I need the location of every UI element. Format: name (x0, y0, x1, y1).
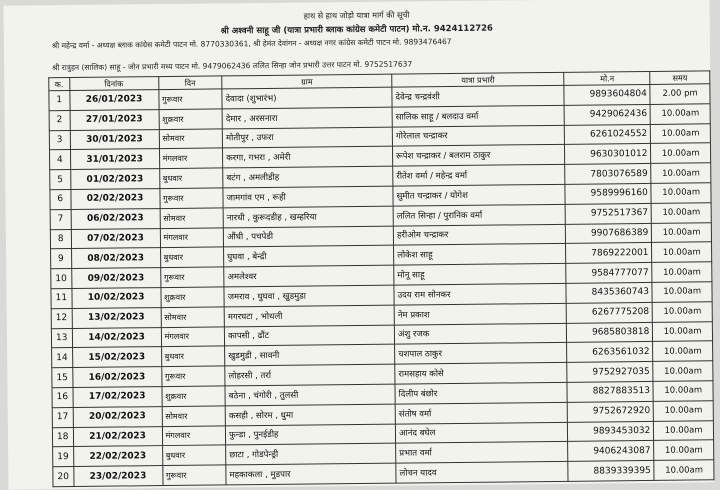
cell-incharge: सालिक साहू / बलदाउ वर्मा (392, 105, 565, 127)
block-president-line: श्री महेन्द्र वर्मा - अध्यक्ष ब्लाक कांग्रेस कमेटी पाटन मो. 8770330361, श्री हेमंत देवांगन - अध्यक्ष नगर कांग्रेस कमेटी पाटन मो. 9893476467 (51, 37, 452, 51)
cell-mobile: 9429062436 (565, 104, 651, 125)
cell-villages: मोतीपुर , उफरा (222, 127, 392, 149)
cell-date: 27/01/2023 (70, 109, 159, 130)
cell-time: 10.00am (653, 321, 713, 341)
cell-mobile: 8827883513 (567, 381, 653, 402)
cell-villages: महकाकला , मुडपार (226, 463, 396, 485)
cell-villages: देवादा (शुभारंभ) (222, 87, 392, 109)
cell-time: 2.00 pm (650, 84, 710, 104)
cell-villages: बटंग , अमलीडीह (223, 166, 393, 188)
cell-date: 08/02/2023 (71, 248, 160, 269)
cell-day: शुक्रवार (159, 109, 223, 129)
cell-date: 22/02/2023 (73, 446, 162, 467)
cell-date: 17/02/2023 (73, 387, 162, 408)
cell-time: 10.00am (653, 341, 713, 361)
document-subtitle: श्री अश्वनी साहू जी (यात्रा प्रभारी ब्लाक कांग्रेस कमेटी पाटन) मो.न. 9424112726 (220, 23, 494, 37)
cell-mobile: 9893453032 (568, 421, 654, 442)
col-serial: क. (49, 78, 70, 91)
cell-day: बुधवार (162, 445, 226, 465)
cell-incharge: रामसहाय कोसे (395, 362, 568, 384)
cell-serial: 7 (50, 209, 71, 229)
cell-day: मंगलवार (161, 326, 225, 346)
cell-mobile: 6261024552 (565, 124, 651, 145)
yatra-schedule-table (48, 70, 714, 487)
cell-mobile: 7869222001 (566, 243, 652, 264)
cell-incharge: देवेन्द्र चन्द्रवंशी (392, 85, 565, 107)
cell-day: सोमवार (162, 406, 226, 426)
cell-serial: 17 (52, 407, 73, 427)
col-time: समय (650, 71, 710, 85)
cell-date: 23/02/2023 (73, 466, 162, 487)
cell-incharge: नेम प्रकाश (394, 303, 567, 325)
cell-serial: 9 (51, 249, 72, 269)
cell-serial: 5 (50, 170, 71, 190)
cell-mobile: 9752672920 (568, 401, 654, 422)
cell-date: 09/02/2023 (71, 268, 160, 289)
cell-mobile: 6263561032 (567, 342, 653, 363)
cell-serial: 16 (52, 387, 73, 407)
cell-mobile: 9589996160 (565, 183, 651, 204)
cell-mobile: 9584777077 (566, 263, 652, 284)
cell-villages: बठेना , चंगोरी , तुलसी (225, 384, 395, 406)
cell-mobile: 9406243087 (568, 441, 654, 462)
cell-date: 30/01/2023 (70, 129, 159, 150)
cell-date: 06/02/2023 (71, 208, 160, 229)
cell-villages: जामगांव एम , रूही (223, 186, 393, 208)
cell-day: मंगलवार (162, 425, 226, 445)
cell-mobile: 9685803818 (567, 322, 653, 343)
cell-date: 13/02/2023 (72, 307, 161, 328)
cell-mobile: 8839339395 (568, 461, 654, 482)
cell-date: 31/01/2023 (70, 149, 159, 170)
cell-time: 10.00am (652, 242, 712, 262)
cell-incharge: ललित सिन्हा / पुरानिक वर्मा (393, 204, 566, 226)
cell-serial: 14 (52, 348, 73, 368)
cell-day: बुधवार (159, 168, 223, 188)
cell-date: 16/02/2023 (72, 367, 161, 388)
cell-date: 02/02/2023 (70, 189, 159, 210)
cell-time: 10.00am (652, 282, 712, 302)
cell-day: मंगलवार (159, 148, 223, 168)
cell-time: 10.00am (651, 123, 711, 143)
cell-date: 20/02/2023 (73, 406, 162, 427)
cell-time: 10.00am (652, 262, 712, 282)
cell-incharge: सुमीत चन्द्राकर / योगेश (393, 184, 566, 206)
cell-mobile: 8435360743 (566, 282, 652, 303)
cell-villages: कसही , सोरम , धुमा (225, 404, 395, 426)
cell-day: गुरूवार (161, 366, 225, 386)
cell-villages: फुन्डा , पुनईडीह (226, 424, 396, 446)
cell-incharge: लोचन यादव (396, 461, 569, 483)
cell-day: गुरूवार (160, 267, 224, 287)
cell-time: 10.00am (651, 143, 711, 163)
cell-date: 14/02/2023 (72, 327, 161, 348)
cell-day: सोमवार (159, 129, 223, 149)
cell-serial: 2 (49, 110, 70, 130)
cell-mobile: 9630301012 (565, 144, 651, 165)
cell-day: बुधवार (160, 247, 224, 267)
cell-time: 10.00am (652, 222, 712, 242)
cell-time: 10.00am (651, 183, 711, 203)
cell-serial: 3 (49, 130, 70, 150)
cell-serial: 13 (51, 328, 72, 348)
cell-villages: खुडमुडी , सावनी (225, 344, 395, 366)
cell-day: सोमवार (160, 208, 224, 228)
cell-serial: 1 (49, 91, 70, 111)
cell-day: मंगलवार (160, 227, 224, 247)
cell-time: 10.00am (651, 203, 711, 223)
zone-incharge-line: श्री रात्रुहन (सालिक) साहू - जोन प्रभारी मध्य पाटन मो. 9479062436 ललित सिन्हा जोन प्रभारी उत्तर पाटन मो. 9752517637 (52, 59, 413, 73)
cell-villages: कापसी , ढौंट (224, 325, 394, 347)
cell-serial: 15 (52, 368, 73, 388)
cell-incharge: आनंद बघेल (395, 422, 568, 444)
cell-serial: 6 (50, 190, 71, 210)
cell-serial: 12 (51, 308, 72, 328)
cell-villages: घुघवा , बेन्द्री (224, 246, 394, 268)
cell-day: सोमवार (161, 307, 225, 327)
cell-serial: 18 (52, 427, 73, 447)
cell-villages: औंधी , पचपेडी (223, 226, 393, 248)
cell-day: बुधवार (161, 346, 225, 366)
col-date: दिनांक (69, 77, 158, 91)
cell-villages: नारधी , कुरूदडीह , खम्हरिया (223, 206, 393, 228)
col-mobile: मो.न (564, 71, 650, 85)
cell-time: 10.00am (654, 420, 714, 440)
cell-villages: देमार , अरसनारा (222, 107, 392, 129)
cell-day: शुक्रवार (161, 287, 225, 307)
cell-incharge: गोरेलाल चन्द्राकर (392, 125, 565, 147)
cell-incharge: मोनू साहू (394, 264, 567, 286)
cell-day: गुरूवार (158, 89, 222, 109)
cell-serial: 8 (50, 229, 71, 249)
cell-date: 26/01/2023 (69, 90, 158, 111)
cell-mobile: 9752517367 (566, 203, 652, 224)
cell-villages: मगरघटा , भोथली (224, 305, 394, 327)
col-day: दिन (158, 76, 222, 90)
cell-serial: 11 (51, 288, 72, 308)
cell-villages: करगा, गभरा , अमेरी (223, 147, 393, 169)
cell-mobile: 7803076589 (565, 164, 651, 185)
document-title: हाथ से हाथ जोड़ो यात्रा मार्ग की सूची (303, 10, 410, 21)
cell-serial: 20 (53, 467, 74, 487)
cell-time: 10.00am (653, 381, 713, 401)
cell-time: 10.00am (654, 440, 714, 460)
cell-incharge: दिलीप बंछोर (395, 382, 568, 404)
document-sheet (3, 0, 714, 490)
col-village: ग्राम (222, 74, 392, 89)
cell-time: 10.00am (651, 163, 711, 183)
cell-incharge: रीतेश वर्मा / महेन्द्र वर्मा (393, 165, 566, 187)
cell-incharge: चशपाल ठाकुर (395, 343, 568, 365)
cell-mobile: 9752927035 (567, 362, 653, 383)
cell-time: 10.00am (654, 401, 714, 421)
cell-mobile: 9893604804 (564, 84, 650, 105)
cell-serial: 19 (53, 447, 74, 467)
cell-incharge: संतोष वर्मा (395, 402, 568, 424)
cell-incharge: प्रभात वर्मा (396, 442, 569, 464)
cell-serial: 4 (50, 150, 71, 170)
cell-day: गुरूवार (160, 188, 224, 208)
cell-incharge: अंशु रजक (394, 323, 567, 345)
cell-serial: 10 (51, 269, 72, 289)
cell-date: 21/02/2023 (73, 426, 162, 447)
cell-villages: जमराव , घुघवा , खुडमुडा (224, 285, 394, 307)
cell-villages: छाटा , गोडपेन्ड्री (226, 443, 396, 465)
cell-time: 10.00am (653, 361, 713, 381)
cell-date: 10/02/2023 (71, 288, 160, 309)
cell-time: 10.00am (653, 302, 713, 322)
cell-incharge: लोकेश साहू (394, 244, 567, 266)
cell-villages: अमलेश्वर (224, 265, 394, 287)
cell-villages: लोहरसी , तर्रा (225, 364, 395, 386)
cell-mobile: 6267775208 (567, 302, 653, 323)
cell-date: 07/02/2023 (71, 228, 160, 249)
cell-date: 15/02/2023 (72, 347, 161, 368)
cell-day: शुक्रवार (162, 386, 226, 406)
cell-date: 01/02/2023 (70, 169, 159, 190)
cell-day: गुरूवार (162, 465, 226, 485)
col-incharge: यात्रा प्रभारी (392, 72, 565, 87)
cell-incharge: हरीओम चन्द्राकर (393, 224, 566, 246)
cell-time: 10.00am (654, 460, 714, 480)
cell-incharge: उदय राम सोनकर (394, 283, 567, 305)
cell-time: 10.00am (650, 104, 710, 124)
cell-mobile: 9907686389 (566, 223, 652, 244)
cell-incharge: रूपेश चन्द्राकर / बलराम ठाकुर (393, 145, 566, 167)
